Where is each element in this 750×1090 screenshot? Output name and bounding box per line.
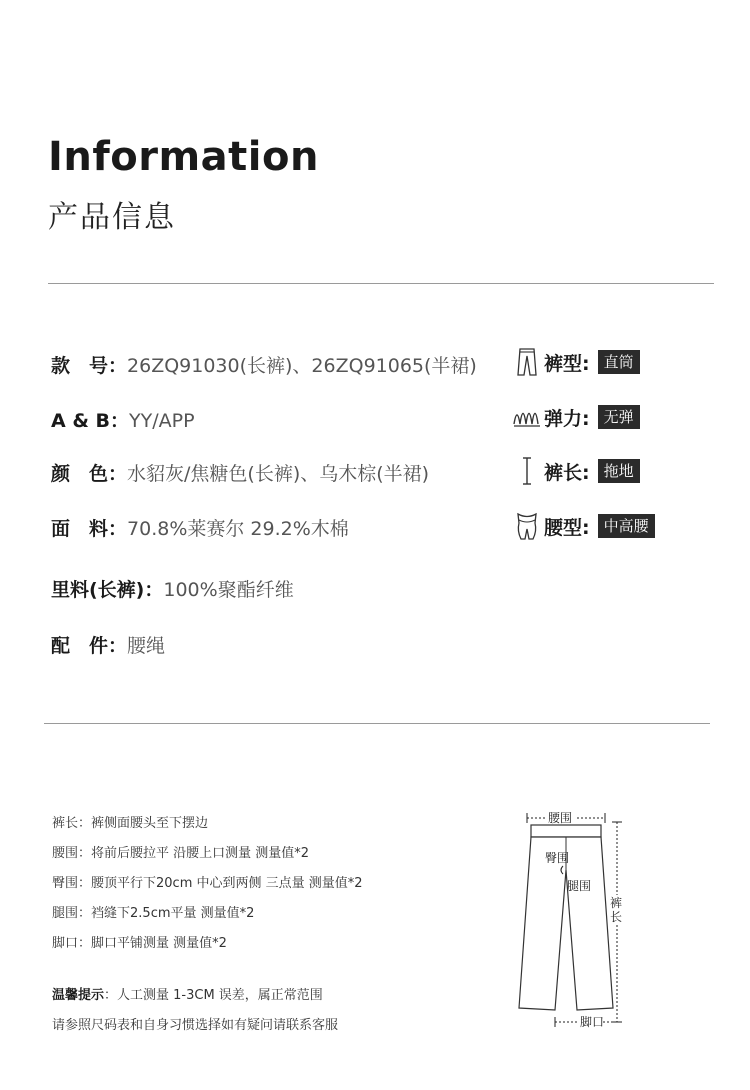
- attr-badge: 无弹: [598, 405, 640, 429]
- measure-value: 裆缝下2.5cm平量 测量值*2: [91, 906, 255, 921]
- diagram-length-label-1: 裤: [610, 896, 623, 910]
- trousers-waistband: [531, 825, 601, 837]
- attr-badge: 中高腰: [598, 514, 655, 538]
- waist-icon: [514, 511, 540, 541]
- spec-label: 颜 色：: [51, 463, 128, 485]
- spec-value: 腰绳: [127, 635, 166, 657]
- attr-row-elastic: [512, 402, 640, 432]
- spec-row-style: [51, 351, 477, 378]
- tip-label: 温馨提示: [52, 988, 105, 1003]
- attr-label: 弹力:: [544, 407, 590, 430]
- attr-label: 裤长:: [544, 461, 590, 484]
- attr-badge: 拖地: [598, 459, 640, 483]
- elastic-icon: [512, 402, 542, 432]
- spec-label: 款 号：: [51, 355, 128, 377]
- tip-row: [52, 984, 323, 1003]
- divider-middle: [44, 723, 710, 724]
- measure-row-hem: [52, 932, 227, 951]
- measure-row-thigh: [52, 902, 254, 921]
- measure-value: 将前后腰拉平 沿腰上口测量 测量值*2: [91, 846, 310, 861]
- measure-value: 裤侧面腰头至下摆边: [91, 816, 209, 831]
- spec-value: YY/APP: [129, 410, 195, 432]
- measure-row-hip: [52, 872, 363, 891]
- attr-label: 裤型:: [544, 352, 590, 375]
- trousers-measurement-diagram: [505, 800, 645, 1040]
- spec-row-color: [51, 459, 429, 486]
- length-icon: [514, 456, 540, 486]
- measure-value: 腰顶平行下20cm 中心到两侧 三点量 测量值*2: [91, 876, 363, 891]
- spec-label: 面 料：: [51, 518, 128, 540]
- spec-value: 水貂灰/焦糖色(长裤)、乌木棕(半裙): [127, 463, 430, 485]
- diagram-hip-label: 臀围: [545, 851, 570, 865]
- spec-value: 100%聚酯纤维: [163, 579, 294, 601]
- spec-value: 70.8%莱赛尔 29.2%木棉: [127, 518, 349, 540]
- measure-row-waist: [52, 842, 309, 861]
- measure-label: 臀围：: [52, 876, 92, 891]
- attr-row-length: [514, 456, 640, 486]
- pants-icon: [514, 347, 540, 377]
- attr-row-pants-shape: [514, 347, 640, 377]
- diagram-hem-label: 脚口: [580, 1015, 605, 1029]
- measure-label: 裤长：: [52, 816, 92, 831]
- page-title-cn: 产品信息: [48, 200, 176, 235]
- attr-badge: 直筒: [598, 350, 640, 374]
- page-title-en: Information: [48, 134, 319, 180]
- measure-row-length: [52, 812, 208, 831]
- diagram-waist-label: 腰围: [548, 811, 573, 825]
- divider-top: [48, 283, 714, 284]
- diagram-length-label-2: 长: [610, 910, 623, 924]
- spec-row-fabric: [51, 514, 349, 541]
- attr-label: 腰型:: [544, 516, 590, 539]
- diagram-thigh-label: 腿围: [567, 879, 592, 893]
- measure-label: 脚口：: [52, 936, 92, 951]
- spec-label: A & B：: [51, 410, 129, 432]
- spec-label: 里料(长裤)：: [51, 579, 164, 601]
- measure-label: 腰围：: [52, 846, 92, 861]
- spec-row-lining: [51, 575, 294, 602]
- attr-row-waist: [514, 511, 655, 541]
- measure-value: 脚口平铺测量 测量值*2: [91, 936, 227, 951]
- spec-label: 配 件：: [51, 635, 128, 657]
- spec-value: 26ZQ91030(长裤)、26ZQ91065(半裙): [127, 355, 477, 377]
- spec-row-ab: [51, 406, 195, 433]
- tip-text: ：人工测量 1-3CM 误差，属正常范围: [104, 988, 323, 1003]
- tip-note-text: 请参照尺码表和自身习惯选择如有疑问请联系客服: [52, 1018, 339, 1033]
- spec-row-accessory: [51, 631, 165, 658]
- tip-note: [52, 1014, 338, 1033]
- measure-label: 腿围：: [52, 906, 92, 921]
